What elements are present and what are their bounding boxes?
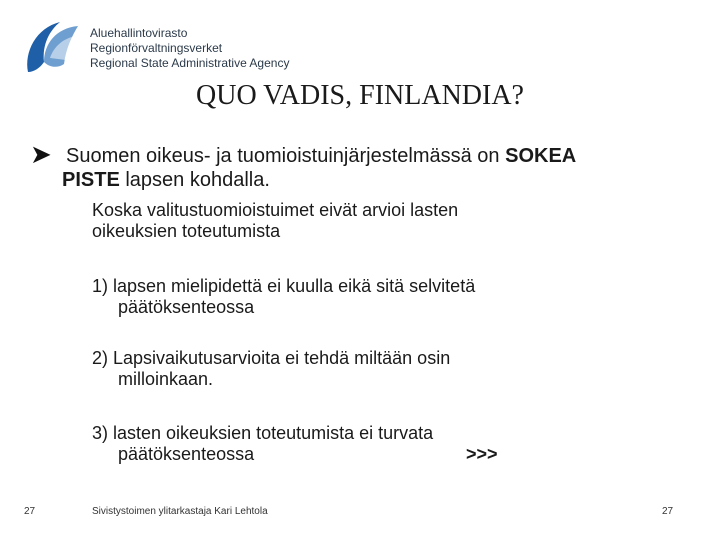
list-item <box>92 348 450 390</box>
sub-point-line-1: Koska valitustuomioistuimet eivät arvioi lasten <box>92 200 459 220</box>
list-item-line-1: 3) lasten oikeuksien toteutumista ei turvata <box>92 423 434 443</box>
continue-marker: >>> <box>466 444 498 464</box>
main-bullet-text-2: lapsen kohdalla. <box>119 169 270 191</box>
agency-logo-mark <box>20 18 84 78</box>
list-item <box>92 423 433 465</box>
agency-name <box>90 26 289 71</box>
main-bullet-line-1 <box>66 144 576 168</box>
footer-author: Sivistystoimen ylitarkastaja Kari Lehtola <box>92 506 268 517</box>
list-item-line-2: päätöksenteossa <box>118 444 255 464</box>
main-bullet-emphasis-1: SOKEA <box>505 145 577 167</box>
agency-name-sv: Regionförvaltningsverket <box>90 41 223 55</box>
agency-logo <box>20 18 290 78</box>
list-item <box>92 276 475 318</box>
agency-name-en: Regional State Administrative Agency <box>90 56 290 70</box>
footer-page-number-left: 27 <box>24 506 36 517</box>
list-item-line-1: 1) lapsen mielipidettä ei kuulla eikä sitä selvitetä <box>92 276 476 296</box>
slide-title: QUO VADIS, FINLANDIA? <box>196 80 524 111</box>
main-bullet-text-1: Suomen oikeus- ja tuomioistuinjärjestelmässä on <box>66 145 506 167</box>
list-item-line-1: 2) Lapsivaikutusarvioita ei tehdä miltään osin <box>92 348 451 368</box>
footer-page-number-right: 27 <box>662 506 674 517</box>
sub-point-line-2: oikeuksien toteutumista <box>92 221 281 241</box>
list-item-line-2: milloinkaan. <box>118 369 214 389</box>
list-item-line-2: päätöksenteossa <box>118 297 255 317</box>
arrow-bullet-icon: ➤ <box>30 139 52 169</box>
main-bullet-emphasis-2: PISTE <box>62 169 120 191</box>
agency-name-fi: Aluehallintovirasto <box>90 26 188 40</box>
sub-point <box>92 200 458 242</box>
main-bullet-line-2 <box>62 168 270 192</box>
